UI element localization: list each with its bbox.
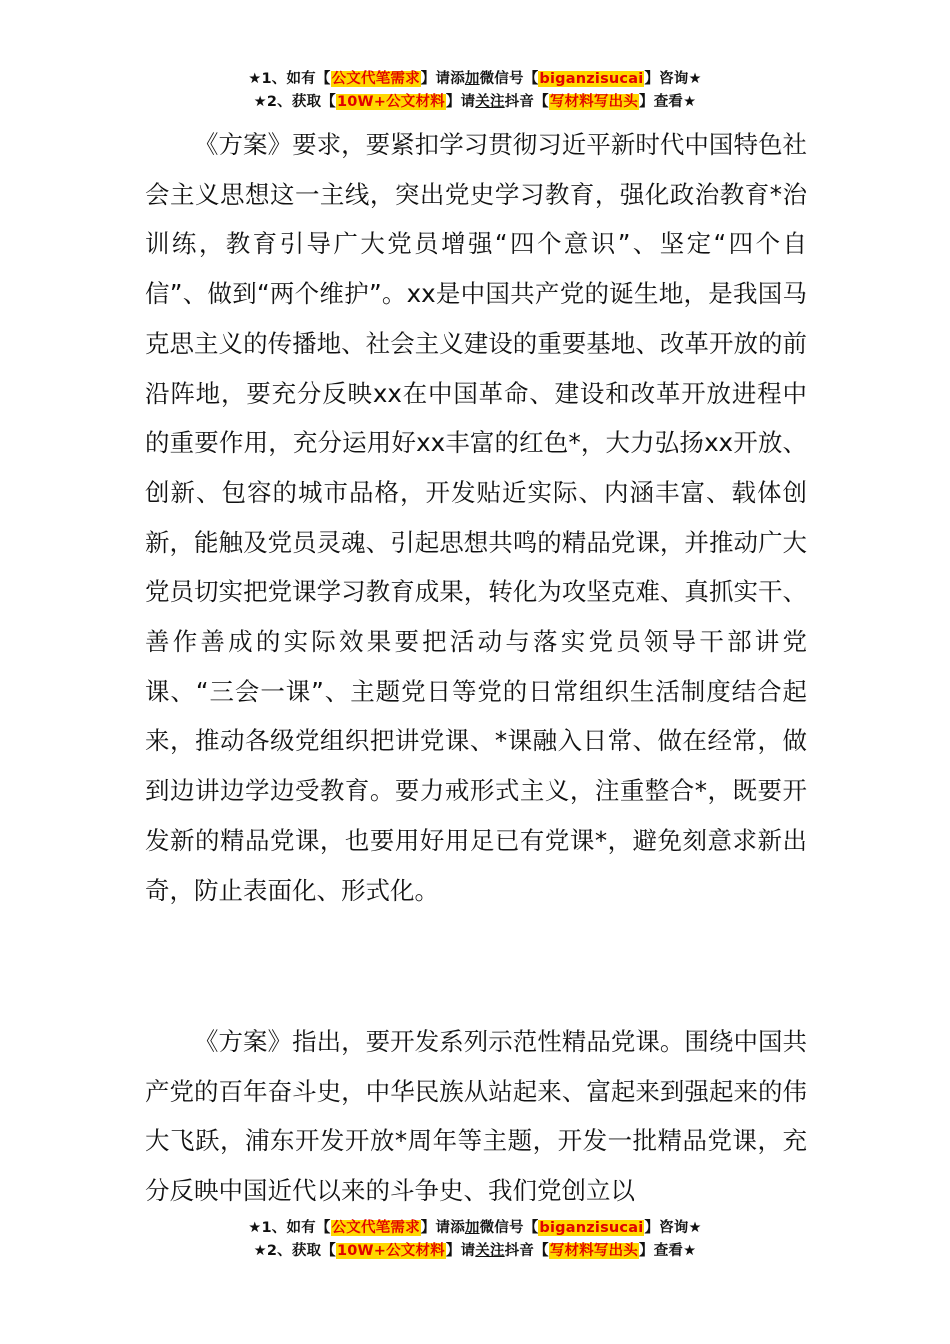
banner-highlight: 10W+公文材料 — [336, 1243, 445, 1259]
banner-underline: 加 — [464, 71, 480, 87]
banner-highlight: 10W+公文材料 — [336, 94, 445, 110]
banner-highlight: biganzisucai — [539, 71, 644, 87]
banner-text: 】查看★ — [639, 94, 697, 110]
banner-text: 】查看★ — [639, 1243, 697, 1259]
banner-text: ★2、获取【 — [253, 1243, 336, 1259]
banner-highlight: 公文代笔需求 — [331, 1220, 420, 1236]
banner-line-2 — [0, 1240, 950, 1263]
banner-line-1 — [0, 1217, 950, 1240]
banner-highlight: 写材料写出头 — [549, 94, 639, 110]
banner-text: 】请 — [445, 94, 476, 110]
banner-text: 】咨询★ — [644, 1220, 702, 1236]
body-paragraph-2 — [145, 1017, 807, 1216]
banner-text: 抖音【 — [504, 1243, 549, 1259]
banner-underline: 关注 — [475, 1243, 505, 1259]
banner-underline: 加 — [464, 1220, 480, 1236]
banner-line-2 — [0, 91, 950, 114]
banner-text: 微信号【 — [479, 71, 539, 87]
footer-banner — [0, 1217, 950, 1263]
banner-text: 微信号【 — [479, 1220, 539, 1236]
body-paragraph-1 — [145, 120, 807, 915]
paragraph-text: 《方案》要求，要紧扣学习贯彻习近平新时代中国特色社会主义思想这一主线，突出党史学习教育，强化政治教育*治训练，教育引导广大党员增强“四个意识”、坚定“四个自信”、做到“两个维护”。xx是中国共产党的诞生地，是我国马克思主义的传播地、社会主义建设的重要基地、改革开放的前沿阵地，要充分反映xx在中国革命、建设和改革开放进程中的重要作用，充分运用好xx丰富的红色*，大力弘扬xx开放、创新、包容的城市品格，开发贴近实际、内涵丰富、载体创新，能触及党员灵魂、引起思想共鸣的精品党课，并推动广大党员切实把党课学习教育成果，转化为攻坚克难、真抓实干、善作善成的实际效果要把活动与落实党员领导干部讲党课、“三会一课”、主题党日等党的日常组织生活制度结合起来，推动各级党组织把讲党课、*课融入日常、做在经常，做到边讲边学边受教育。要力戒形式主义，注重整合*，既要开发新的精品党课，也要用好用足已有党课*，避免刻意求新出奇，防止表面化、形式化。 — [145, 130, 807, 905]
banner-text: 】请添 — [420, 1220, 465, 1236]
banner-text: 】请添 — [420, 71, 465, 87]
banner-text: ★2、获取【 — [253, 94, 336, 110]
banner-line-1 — [0, 68, 950, 91]
banner-highlight: 写材料写出头 — [549, 1243, 639, 1259]
banner-highlight: 公文代笔需求 — [331, 71, 420, 87]
banner-text: 抖音【 — [504, 94, 549, 110]
banner-text: ★1、如有【 — [248, 71, 331, 87]
header-banner — [0, 68, 950, 114]
banner-text: 】咨询★ — [644, 71, 702, 87]
banner-underline: 关注 — [475, 94, 505, 110]
banner-highlight: biganzisucai — [539, 1220, 644, 1236]
banner-text: ★1、如有【 — [248, 1220, 331, 1236]
paragraph-text: 《方案》指出，要开发系列示范性精品党课。围绕中国共产党的百年奋斗史，中华民族从站起来、富起来到强起来的伟大飞跃，浦东开发开放*周年等主题，开发一批精品党课，充分反映中国近代以来的斗争史、我们党创立以 — [145, 1027, 807, 1206]
banner-text: 】请 — [445, 1243, 476, 1259]
